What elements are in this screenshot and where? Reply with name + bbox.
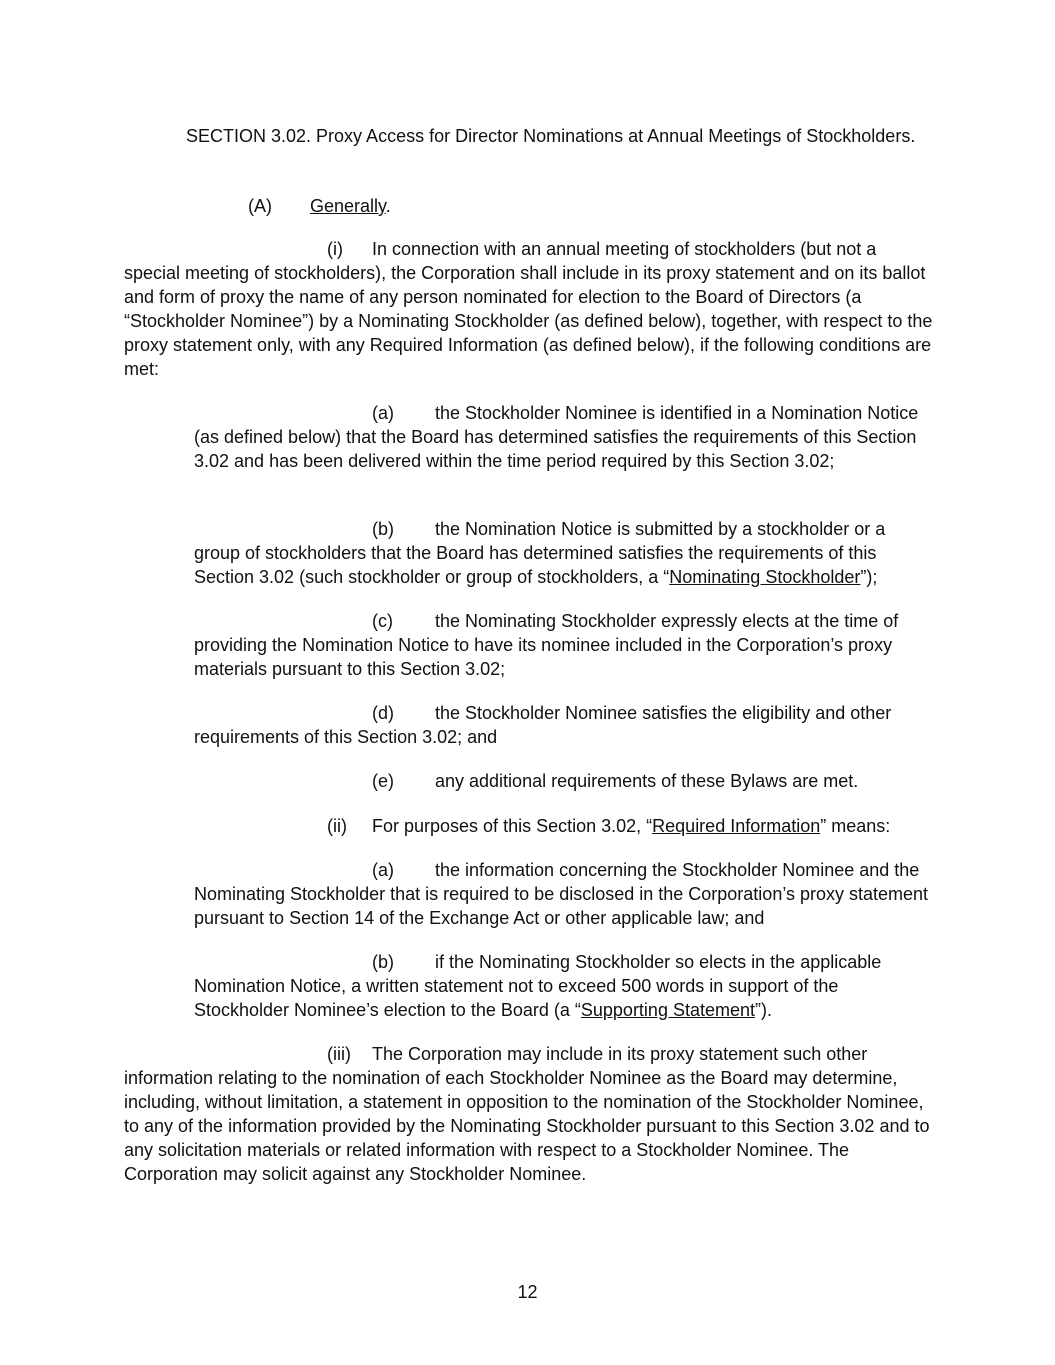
subsection-a-title: Generally	[310, 196, 386, 216]
section-heading: SECTION 3.02. Proxy Access for Director Nominations at Annual Meetings of Stockholders.	[186, 126, 916, 146]
defined-term-nominating-stockholder: Nominating Stockholder	[669, 567, 861, 587]
required-info-a-text: the information concerning the Stockholder Nominee and the Nominating Stockholder that is required to be disclosed in the Corporation’s proxy statement pursuant to Section 14 of the Exchange Act or other applicable law; and	[194, 860, 929, 928]
condition-d-text: the Stockholder Nominee satisfies the eligibility and other requirements of this Section 3.02; and	[194, 703, 892, 747]
paragraph-iii	[124, 1042, 936, 1186]
paragraph-iii-label: (iii)	[327, 1044, 351, 1064]
required-info-a-label: (a)	[372, 860, 394, 880]
condition-c-label: (c)	[372, 611, 393, 631]
condition-b: (b) the Nomination Notice is submitted by a stockholder or a group of stockholders that the Board has determined satisfies the requirements of this Section 3.02 (such stockholder or group of stockholders, a “Nominating Stockholder”);	[194, 519, 886, 587]
condition-c-text: the Nominating Stockholder expressly elects at the time of providing the Nomination Notice to have its nominee included in the Corporation’s proxy materials pursuant to this Section 3.02;	[194, 611, 899, 679]
paragraph-i-text: In connection with an annual meeting of stockholders (but not a special meeting of stockholders), the Corporation shall include in its proxy statement and on its ballot and form of proxy the name of any person nominated for election to the Board of Directors (a “Stockholder Nominee”) by a Nominating Stockholder (as defined below), together, with respect to the proxy statement only, with any Required Information (as defined below), if the following conditions are met:	[124, 239, 933, 379]
defined-term-supporting-statement: Supporting Statement	[580, 1000, 756, 1020]
condition-a-text: the Stockholder Nominee is identified in a Nomination Notice (as defined below) that the Board has determined satisfies the requirements of this Section 3.02 and has been delivered within the time period required by this Section 3.02;	[194, 403, 919, 471]
paragraph-i-label: (i)	[327, 239, 343, 259]
condition-c	[194, 609, 936, 681]
condition-e-label: (e)	[372, 771, 394, 791]
required-info-b-label: (b)	[372, 952, 394, 972]
defined-term-required-information: Required Information	[652, 816, 821, 836]
page-number: 12	[517, 1282, 538, 1302]
subsection-a-label: (A)	[248, 196, 272, 216]
condition-a-label: (a)	[372, 403, 394, 423]
required-info-b: (b) if the Nominating Stockholder so elects in the applicable Nomination Notice, a written statement not to exceed 500 words in support of the Stockholder Nominee’s election to the Board (a “Supporting Statement”).	[194, 952, 882, 1020]
paragraph-ii-label: (ii)	[327, 816, 347, 836]
paragraph-ii: (ii) For purposes of this Section 3.02, “Required Information” means:	[327, 816, 891, 836]
condition-d-label: (d)	[372, 703, 394, 723]
paragraph-iii-text: The Corporation may include in its proxy statement such other information relating to the nomination of each Stockholder Nominee as the Board may determine, including, without limitation, a statement in opposition to the nomination of the Stockholder Nominee, to any of the information provided by the Nominating Stockholder pursuant to this Section 3.02 and to any solicitation materials or related information with respect to a Stockholder Nominee. The Corporation may solicit against any Stockholder Nominee.	[124, 1044, 930, 1184]
condition-d	[194, 701, 936, 749]
condition-b-label: (b)	[372, 519, 394, 539]
required-info-a	[194, 858, 936, 930]
condition-e	[194, 769, 936, 793]
condition-a	[194, 401, 936, 473]
subsection-a-heading: (A) Generally.	[248, 196, 391, 216]
condition-e-text: any additional requirements of these Bylaws are met.	[435, 771, 859, 791]
paragraph-i	[124, 237, 936, 381]
